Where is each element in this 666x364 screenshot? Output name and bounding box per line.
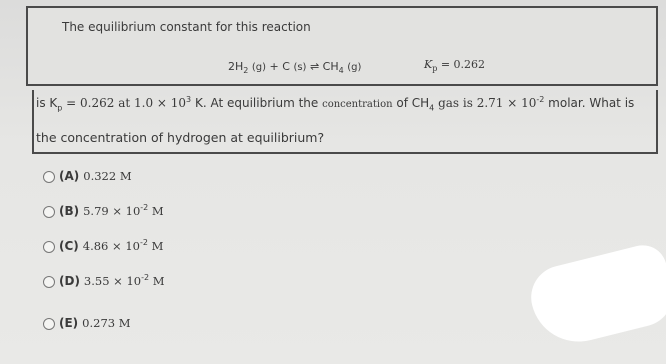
question-line-1 bbox=[36, 95, 634, 112]
option-d-label: (D) bbox=[59, 274, 80, 289]
option-c-exponent: -2 bbox=[139, 238, 148, 247]
product-ch4-subscript: 4 bbox=[338, 66, 344, 76]
product-ch4: CH bbox=[322, 60, 339, 73]
reactant-h2-subscript: 2 bbox=[243, 66, 249, 76]
option-a[interactable] bbox=[59, 168, 132, 183]
option-a-value: 0.322 M bbox=[83, 169, 132, 183]
kp-subscript: p bbox=[432, 64, 438, 74]
q-part-a: is K bbox=[36, 96, 58, 110]
q-part-b: = 0.262 at 1.0 × 10 bbox=[62, 96, 187, 110]
option-c-value: 4.86 × 10 bbox=[82, 239, 140, 254]
radio-option-c[interactable] bbox=[43, 241, 55, 253]
reactant-h2: 2H bbox=[228, 60, 244, 73]
option-d-value: 3.55 × 10 bbox=[83, 274, 142, 289]
equilibrium-arrow: ⇌ bbox=[309, 60, 320, 73]
option-e-value: 0.273 M bbox=[82, 316, 131, 330]
option-d[interactable] bbox=[59, 273, 165, 288]
radio-option-d[interactable] bbox=[43, 276, 55, 288]
option-b-label: (B) bbox=[59, 204, 80, 219]
radio-option-b[interactable] bbox=[43, 206, 55, 218]
state-gas-1: (g) bbox=[251, 62, 267, 73]
plus-sign: + bbox=[269, 60, 279, 73]
option-b-unit: M bbox=[148, 204, 164, 219]
intro-text: The equilibrium constant for this reaction bbox=[62, 20, 311, 34]
q-part-d: of CH bbox=[392, 96, 430, 110]
option-c-label: (C) bbox=[59, 239, 79, 254]
kp-equals: = 0.262 bbox=[440, 58, 486, 71]
reaction-box-divider bbox=[26, 84, 658, 86]
reactant-carbon: C bbox=[282, 60, 290, 73]
kp-symbol: K bbox=[424, 58, 433, 71]
question-line-2: the concentration of hydrogen at equilibrium? bbox=[36, 130, 325, 145]
option-c-unit: M bbox=[147, 239, 164, 254]
q-sup-3: 3 bbox=[186, 95, 192, 104]
q-small-word: concentration bbox=[322, 99, 393, 110]
radio-option-a[interactable] bbox=[43, 171, 55, 183]
option-c[interactable] bbox=[59, 238, 163, 253]
option-b[interactable] bbox=[59, 203, 164, 218]
option-b-exponent: -2 bbox=[140, 203, 149, 212]
q-part-e: gas is 2.71 × 10 bbox=[434, 96, 537, 110]
q-part-f: molar. What is bbox=[544, 96, 635, 110]
option-d-exponent: -2 bbox=[141, 273, 150, 282]
q-sup-neg2: -2 bbox=[536, 95, 545, 104]
reaction-equation bbox=[228, 60, 361, 75]
state-solid: (s) bbox=[293, 62, 307, 73]
kp-value bbox=[424, 58, 485, 73]
option-e-label: (E) bbox=[59, 316, 79, 330]
q-sub-4: 4 bbox=[429, 103, 435, 113]
option-e[interactable] bbox=[59, 315, 131, 330]
option-d-unit: M bbox=[149, 274, 165, 289]
option-b-value: 5.79 × 10 bbox=[83, 204, 141, 219]
state-gas-2: (g) bbox=[347, 62, 362, 73]
q-sub-p: p bbox=[57, 103, 63, 113]
option-a-label: (A) bbox=[59, 169, 80, 183]
q-part-c: K. At equilibrium the bbox=[191, 96, 323, 110]
radio-option-e[interactable] bbox=[43, 318, 55, 330]
